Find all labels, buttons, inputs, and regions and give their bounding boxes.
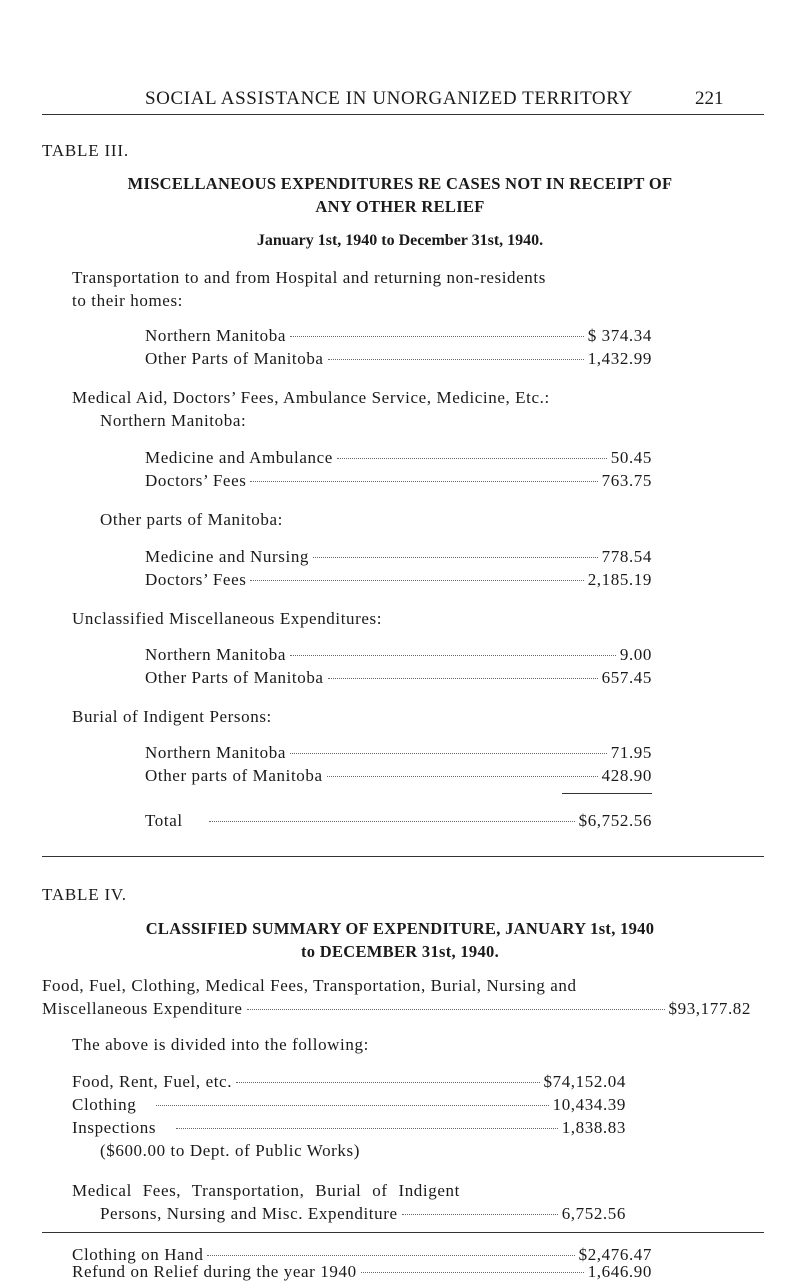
medical-north-row-doctors <box>145 471 652 491</box>
row-amount: 778.54 <box>601 547 652 566</box>
row-label: Clothing <box>72 1095 137 1114</box>
row-amount: 10,434.39 <box>552 1095 626 1114</box>
burial-row-other <box>145 766 652 786</box>
dot-leader <box>313 557 598 558</box>
row-amount: 1,646.90 <box>587 1262 652 1281</box>
medical-heading-line2: Northern Manitoba: <box>100 411 247 430</box>
transport-row-northern <box>145 326 652 346</box>
dot-leader <box>250 481 597 482</box>
dot-leader <box>236 1082 539 1083</box>
total-rule <box>562 793 652 794</box>
row-label: Persons, Nursing and Misc. Expenditure <box>100 1204 398 1223</box>
dot-leader <box>209 821 575 822</box>
row-label: Food, Rent, Fuel, etc. <box>72 1072 233 1091</box>
table4-label: TABLE IV. <box>42 885 127 904</box>
dot-leader <box>247 1009 665 1010</box>
bottom-row-refund <box>72 1262 652 1282</box>
row-label: Doctors’ Fees <box>145 471 247 490</box>
header-title: SOCIAL ASSISTANCE IN UNORGANIZED TERRITORY <box>145 88 633 109</box>
dot-leader <box>361 1272 584 1273</box>
row-label: Medicine and Nursing <box>145 547 310 566</box>
table4-title-line1: CLASSIFIED SUMMARY OF EXPENDITURE, JANUARY 1st, 1940 <box>145 919 655 938</box>
row-amount: 657.45 <box>601 668 652 687</box>
divided-row-clothing <box>72 1095 626 1115</box>
burial-row-northern <box>145 743 652 763</box>
unclassified-heading: Unclassified Miscellaneous Expenditures: <box>72 609 383 628</box>
row-amount: 50.45 <box>610 448 652 467</box>
row-amount: 2,185.19 <box>587 570 652 589</box>
header-rule <box>42 114 764 115</box>
row-label: Other Parts of Manitoba <box>145 349 324 368</box>
row-label: Clothing on Hand <box>72 1245 204 1264</box>
transport-heading-line2: to their homes: <box>72 291 183 310</box>
medical-fees-row <box>100 1204 626 1224</box>
dot-leader <box>337 458 607 459</box>
transport-heading-line1: Transportation to and from Hospital and returning non-residents <box>72 268 546 287</box>
unclassified-row-other <box>145 668 652 688</box>
divided-row-food <box>72 1072 626 1092</box>
row-label: Doctors’ Fees <box>145 570 247 589</box>
inspections-note: ($600.00 to Dept. of Public Works) <box>100 1141 361 1160</box>
dot-leader <box>290 655 616 656</box>
dot-leader <box>328 359 584 360</box>
bottom-rule <box>42 1232 764 1233</box>
medical-fees-line1: Medical Fees, Transportation, Burial of Indigent <box>72 1181 460 1200</box>
row-label: Medicine and Ambulance <box>145 448 333 467</box>
total-amount: $6,752.56 <box>578 811 652 830</box>
dot-leader <box>402 1214 558 1215</box>
transport-row-other <box>145 349 652 369</box>
medical-other-row-doctors <box>145 570 652 590</box>
row-amount: 9.00 <box>619 645 652 664</box>
section-divider <box>42 856 764 857</box>
dot-leader <box>207 1255 574 1256</box>
row-amount: $74,152.04 <box>543 1072 626 1091</box>
dot-leader <box>250 580 583 581</box>
medical-heading-line1: Medical Aid, Doctors’ Fees, Ambulance Service, Medicine, Etc.: <box>72 388 550 407</box>
total-label: Total <box>145 811 183 830</box>
divided-intro: The above is divided into the following: <box>72 1035 369 1054</box>
row-label: Northern Manitoba <box>145 645 286 664</box>
row-amount: 71.95 <box>610 743 652 762</box>
total-row <box>145 811 652 831</box>
table3-title-line2: ANY OTHER RELIEF <box>315 197 485 216</box>
dot-leader <box>176 1128 558 1129</box>
dot-leader <box>290 753 607 754</box>
table3-period: January 1st, 1940 to December 31st, 1940. <box>256 232 544 249</box>
medical-other-heading: Other parts of Manitoba: <box>100 510 283 529</box>
row-label: Northern Manitoba <box>145 326 286 345</box>
row-label: Miscellaneous Expenditure <box>42 999 243 1018</box>
row-label: Inspections <box>72 1118 157 1137</box>
row-amount: 1,432.99 <box>587 349 652 368</box>
table3-label: TABLE III. <box>42 141 129 160</box>
row-label: Other parts of Manitoba <box>145 766 323 785</box>
row-amount: 6,752.56 <box>561 1204 626 1223</box>
table4-title-line2: to DECEMBER 31st, 1940. <box>300 942 500 961</box>
dot-leader <box>327 776 598 777</box>
row-label: Northern Manitoba <box>145 743 286 762</box>
row-amount: 428.90 <box>601 766 652 785</box>
row-amount: $93,177.82 <box>668 999 751 1018</box>
dot-leader <box>290 336 584 337</box>
page-number: 221 <box>695 88 724 109</box>
divided-row-inspections <box>72 1118 626 1138</box>
medical-north-row-medicine <box>145 448 652 468</box>
row-amount: $ 374.34 <box>587 326 652 345</box>
summary-row <box>42 999 751 1019</box>
row-label: Refund on Relief during the year 1940 <box>72 1262 357 1281</box>
burial-heading: Burial of Indigent Persons: <box>72 707 272 726</box>
row-amount: 1,838.83 <box>561 1118 626 1137</box>
row-label: Other Parts of Manitoba <box>145 668 324 687</box>
medical-other-row-medicine <box>145 547 652 567</box>
dot-leader <box>328 678 598 679</box>
unclassified-row-northern <box>145 645 652 665</box>
dot-leader <box>156 1105 548 1106</box>
row-amount: $2,476.47 <box>578 1245 652 1264</box>
table3-title-line1: MISCELLANEOUS EXPENDITURES RE CASES NOT IN RECEIPT OF <box>127 174 673 193</box>
summary-line1: Food, Fuel, Clothing, Medical Fees, Transportation, Burial, Nursing and <box>42 976 577 995</box>
row-amount: 763.75 <box>601 471 652 490</box>
